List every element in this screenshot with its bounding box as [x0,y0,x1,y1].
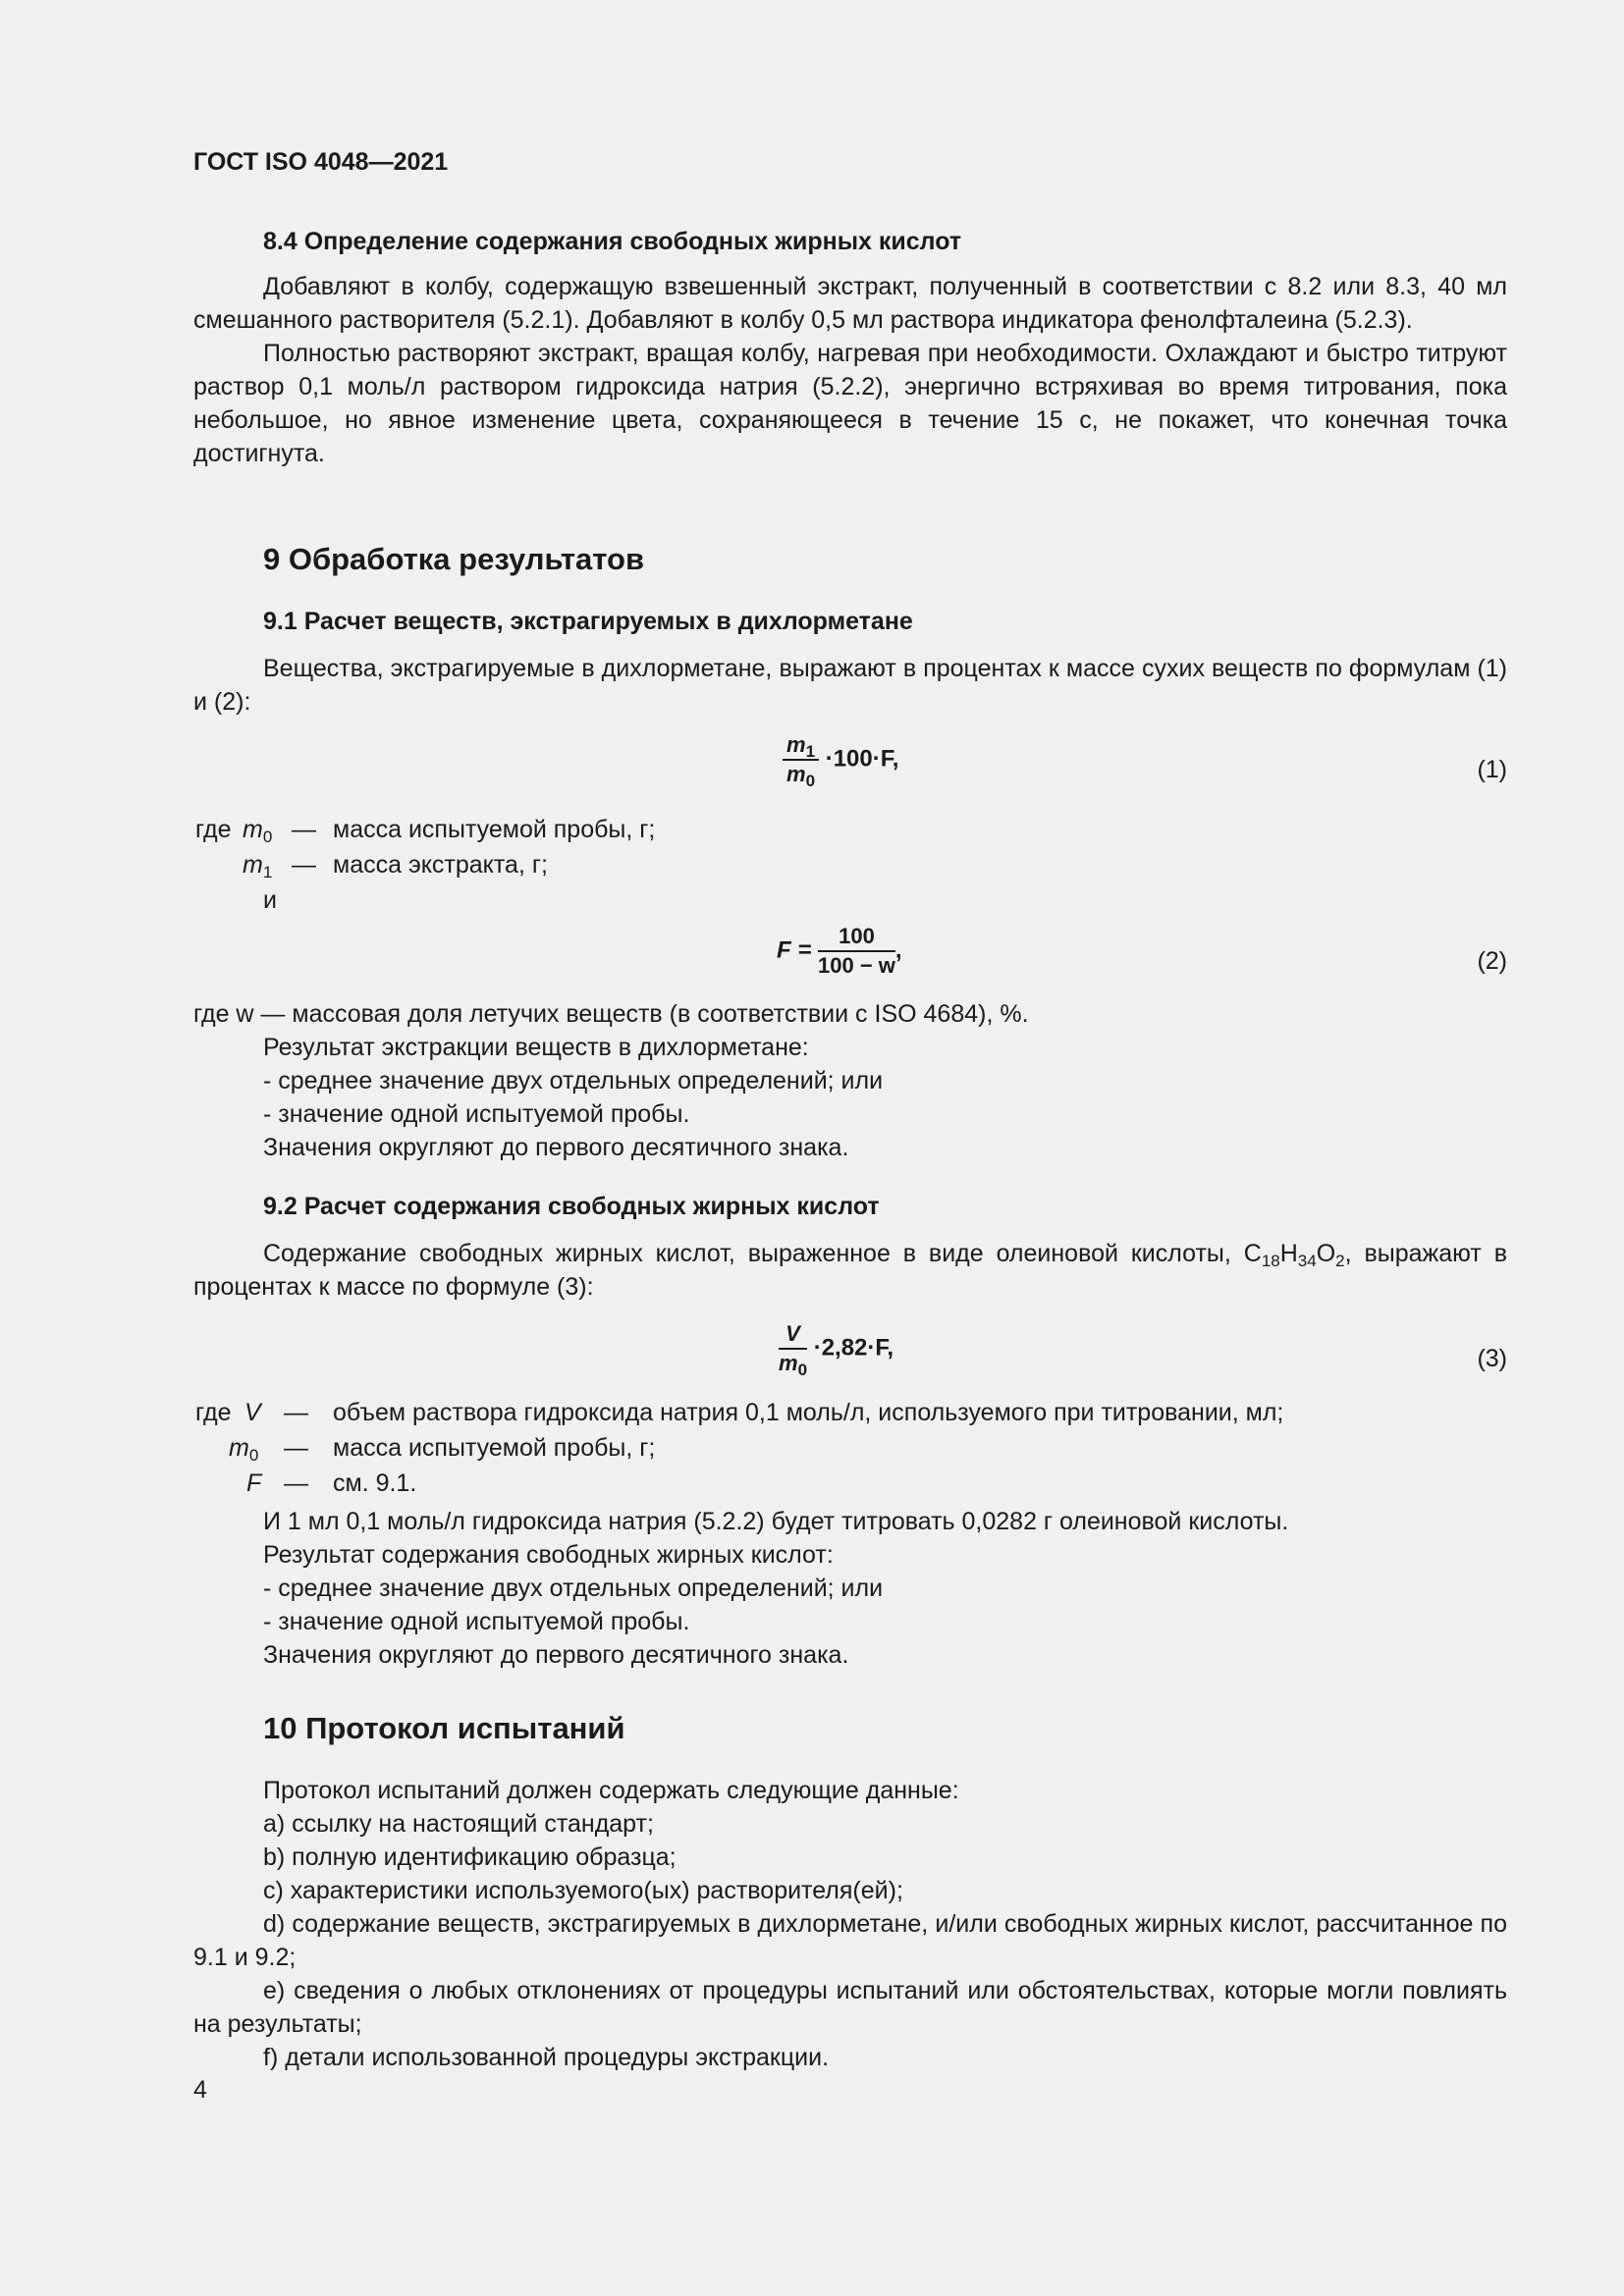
list-item: - значение одной испытуемой пробы. [263,1608,690,1635]
formula-3 [193,1320,1507,1389]
paragraph: И 1 мл 0,1 моль/л гидроксида натрия (5.2.2) будет титровать 0,0282 г олеиновой кислоты. [263,1508,1289,1535]
paragraph: Содержание свободных жирных кислот, выраженное в виде олеиновой кислоты, $C_{18}H_{34}O_2$, выражают в процентах к массе по формуле (3): [193,1240,1507,1301]
paragraph: Вещества, экстрагируемые в дихлорметане, выражают в процентах к массе сухих веществ по формулам (1) и (2): [193,655,1507,716]
legend-row: и [263,886,277,914]
fraction: $\frac{100}{100 - w}$ [818,924,895,978]
subsection-heading: 9.2 Расчет содержания свободных жирных кислот [263,1193,880,1220]
section-9-1-results [193,997,1507,1164]
list-item: - значение одной испытуемой пробы. [263,1100,690,1128]
section-10 [193,1712,1507,1745]
list-item: c) характеристики используемого(ых) растворителя(ей); [263,1877,903,1904]
formula-1 [193,731,1507,800]
list-item: e) сведения о любых отклонениях от процедуры испытаний или обстоятельствах, которые могли повлиять на результаты; [193,1977,1507,2038]
section-9-1 [193,605,1507,719]
section-9-heading-block [193,543,1507,576]
list-item: b) полную идентификацию образца; [263,1843,677,1871]
section-heading: 9 Обработка результатов [263,542,645,576]
formula-expression: F = $\frac{100}{100 - w}$ , [777,924,902,978]
paragraph: где w — массовая доля летучих веществ (в соответствии с ISO 4684), %. [193,1000,1029,1028]
paragraph: Протокол испытаний должен содержать следующие данные: [263,1777,959,1804]
list-item: d) содержание веществ, экстрагируемых в дихлорметане, и/или свободных жирных кислот, рассчитанное по 9.1 и 9.2; [193,1910,1507,1971]
legend-row: $m_0$ — масса испытуемой пробы, г; [229,1434,656,1465]
paragraph: Добавляют в колбу, содержащую взвешенный экстракт, полученный в соответствии с 8.2 или 8.3, 40 мл смешанного растворителя (5.2.1). Добавляют в колбу 0,5 мл раствора индикатора фенолфталеина (5.2.3). [193,273,1507,334]
legend-row: где $m_0$ — масса испытуемой пробы, г; [195,816,656,846]
formula-expression: $\frac{m_1}{m_0}$ ·100·F, [783,731,898,788]
formula-legend-1 [193,813,1507,919]
formula-legend-3 [193,1396,1507,1502]
paragraph: Результат содержания свободных жирных кислот: [263,1541,834,1569]
formula-2 [193,923,1507,991]
list-item: - среднее значение двух отдельных определений; или [263,1067,884,1095]
section-8-4 [193,225,1507,470]
paragraph: Значения округляют до первого десятичного знака. [263,1134,849,1161]
formula-expression: $\frac{V}{m_0}$ ·2,82·F, [779,1321,894,1379]
document-header: ГОСТ ISO 4048—2021 [193,148,449,176]
fraction: $\frac{V}{m_0}$ [779,1321,808,1379]
section-9-2-results [193,1505,1507,1672]
formula-number: (2) [1477,947,1507,975]
page-number: 4 [193,2076,207,2104]
legend-row: F — см. 9.1. [246,1469,417,1497]
subsection-heading: 9.1 Расчет веществ, экстрагируемых в дихлорметане [263,608,913,635]
list-item: f) детали использованной процедуры экстракции. [263,2044,830,2071]
fraction: $\frac{m_1}{m_0}$ [783,731,819,788]
section-10-body [193,1774,1507,2074]
legend-row: $m_1$ — масса экстракта, г; [243,851,548,881]
section-heading: 8.4 Определение содержания свободных жирных кислот [263,228,962,255]
formula-number: (1) [1477,756,1507,783]
list-item: a) ссылку на настоящий стандарт; [263,1810,654,1838]
legend-row: где V — объем раствора гидроксида натрия 0,1 моль/л, используемого при титровании, мл; [195,1399,1284,1426]
section-9-2 [193,1190,1507,1304]
paragraph: Полностью растворяют экстракт, вращая колбу, нагревая при необходимости. Охлаждают и быстро титруют раствор 0,1 моль/л раствором гидроксида натрия (5.2.2), энергично встряхивая во время титрования, пока небольшое, но явное изменение цвета, сохраняющееся в течение 15 с, не покажет, что конечная точка достигнута. [193,340,1507,467]
list-item: - среднее значение двух отдельных определений; или [263,1575,884,1602]
section-heading: 10 Протокол испытаний [263,1711,625,1745]
paragraph: Результат экстракции веществ в дихлорметане: [263,1034,809,1061]
formula-number: (3) [1477,1345,1507,1372]
paragraph: Значения округляют до первого десятичного знака. [263,1641,849,1669]
